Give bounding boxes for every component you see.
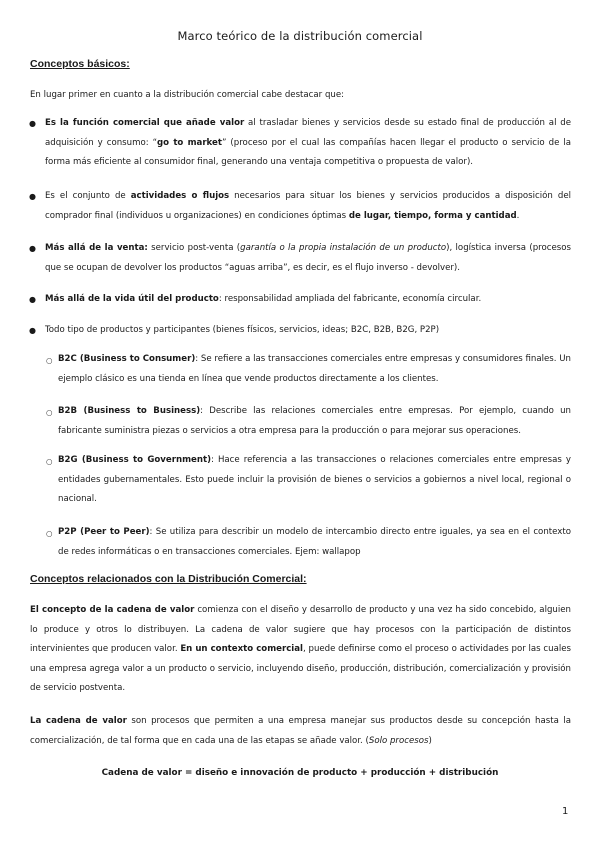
bold-text: actividades o flujos: [130, 191, 230, 201]
subbullet-icon: ○: [46, 356, 53, 365]
text: ” (proceso por el cual las compañías hacen llegar el producto o servicio de la forma más eficiente al consumidor final, generando una ventaja competitiva o propuesta de valor).: [45, 137, 571, 167]
bold-text: P2P (Peer to Peer): [58, 527, 150, 537]
list-item: [45, 290, 571, 310]
subbullet-icon: ○: [46, 529, 53, 538]
bullet-icon: ●: [29, 326, 36, 335]
italic-text: garantía o la propia instalación de un producto: [240, 243, 447, 253]
list-item: [45, 187, 571, 226]
subbullet-icon: ○: [46, 457, 53, 466]
sub-list-item-b2b: [58, 402, 571, 441]
bold-text: go to market: [157, 137, 222, 148]
bullet-icon: ●: [29, 192, 36, 201]
list-item: [45, 321, 571, 341]
bullet-icon: ●: [29, 244, 36, 253]
section-heading-basic-concepts: Conceptos básicos:: [30, 58, 130, 70]
text: : Hace referencia a las transacciones o relaciones comerciales entre empresas y entidades gubernamentales. Esto puede incluir la provisión de bienes o servicios a gobiernos a nivel local, regional o nacional.: [58, 455, 571, 504]
text: .: [516, 210, 520, 221]
text: : Se refiere a las transacciones comerciales entre empresas y consumidores finales. Un ejemplo clásico es una tienda en línea que vende productos directamente a los clientes.: [58, 354, 571, 384]
intro-paragraph: En lugar primer en cuanto a la distribución comercial cabe destacar que:: [30, 90, 345, 100]
paragraph-value-chain-processes: [30, 712, 571, 751]
text: : Se utiliza para describir un modelo de intercambio directo entre iguales, ya sea en el contexto de redes informáticas o en transacciones comerciales. Ejem: wallapop: [58, 527, 571, 557]
text: son procesos que permiten a una empresa manejar sus productos desde su concepción hasta la comercialización, de tal forma que en cada una de las etapas se añade valor. (: [30, 716, 572, 746]
text: Todo tipo de productos y participantes (bienes físicos, servicios, ideas; B2C, B2B, B2G, P2P): [45, 325, 440, 335]
text: servicio post-venta (: [147, 243, 241, 253]
bold-text: Más allá de la venta:: [45, 243, 148, 253]
text: ): [428, 735, 432, 746]
text: : responsabilidad ampliada del fabricante, economía circular.: [218, 294, 482, 304]
bullet-icon: ●: [29, 295, 36, 304]
value-chain-formula: Cadena de valor = diseño e innovación de producto + producción + distribución: [101, 768, 499, 778]
bold-text: Más allá de la vida útil del producto: [45, 294, 219, 304]
subbullet-icon: ○: [46, 408, 53, 417]
list-item: [45, 239, 571, 278]
text: : Describe las relaciones comerciales entre empresas. Por ejemplo, cuando un fabricante suministra piezas o servicios a otra empresa para la producción o para mejorar sus operaciones.: [58, 406, 571, 436]
text: , puede definirse como el proceso o actividades por las cuales una empresa agrega valor a un producto o servicio, incluyendo diseño, producción, distribución, comercialización y provisión de servicio postventa.: [30, 644, 571, 693]
list-item: [45, 114, 571, 173]
page-number: 1: [562, 806, 569, 817]
sub-list-item-b2g: [58, 451, 571, 510]
bold-text: B2G (Business to Government): [58, 455, 212, 465]
text: comienza con el diseño y desarrollo de producto y una vez ha sido concebido, alguien lo produce y otros lo distribuyen. La cadena de valor sugiere que hay procesos con la participación de distintos intervinientes que producen valor.: [30, 605, 571, 654]
bold-text: de lugar, tiempo, forma y cantidad: [348, 210, 517, 221]
bullet-icon: ●: [29, 119, 36, 128]
text: Es el conjunto de: [45, 191, 131, 201]
bold-text: B2B (Business to Business): [58, 406, 201, 416]
bold-text: La cadena de valor: [30, 716, 127, 726]
text: al trasladar bienes y servicios desde su estado final de producción al de adquisición y consumo: “: [45, 118, 572, 148]
sub-list-item-p2p: [58, 523, 571, 562]
document-title: Marco teórico de la distribución comercial: [177, 29, 423, 43]
text: necesarios para situar los bienes y servicios producidos a disposición del comprador final (individuos u organizaciones) en condiciones óptimas: [45, 191, 571, 221]
text: ), logística inversa (procesos que se ocupan de devolver los productos “aguas arriba”, es decir, es el flujo inverso - devolver).: [45, 243, 571, 273]
bold-text: B2C (Business to Consumer): [58, 354, 196, 364]
bold-text: Es la función comercial que añade valor: [45, 118, 245, 128]
section-heading-related-concepts: Conceptos relacionados con la Distribución Comercial:: [30, 573, 307, 585]
italic-text: Solo procesos: [368, 735, 429, 746]
paragraph-value-chain: [30, 601, 571, 699]
bold-text: El concepto de la cadena de valor: [30, 605, 195, 615]
bold-text: En un contexto comercial: [180, 644, 303, 654]
sub-list-item-b2c: [58, 350, 571, 389]
